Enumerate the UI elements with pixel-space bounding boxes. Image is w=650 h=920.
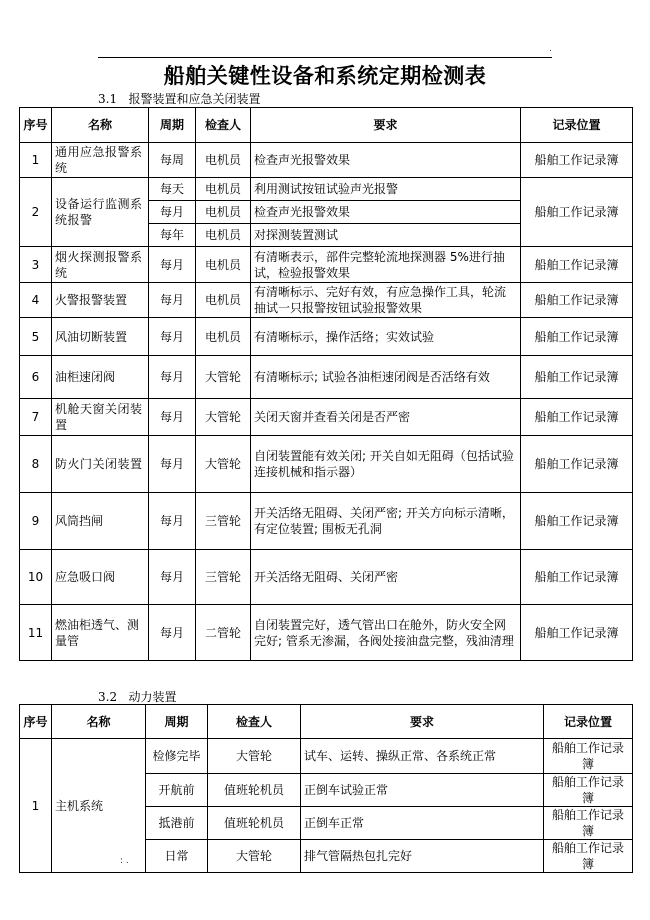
row-period: 每月 bbox=[149, 436, 196, 493]
row-requirement: 试车、运转、操纵正常、各系统正常 bbox=[301, 739, 544, 774]
row-inspector: 电机员 bbox=[196, 178, 251, 201]
row-requirement: 关闭天窗并查看关闭是否严密 bbox=[251, 399, 521, 436]
row-requirement: 检查声光报警效果 bbox=[251, 201, 521, 224]
row-no: 4 bbox=[20, 283, 52, 318]
row-period: 每天 bbox=[149, 178, 196, 201]
row-inspector: 电机员 bbox=[196, 283, 251, 318]
row-no: 1 bbox=[20, 143, 52, 178]
row-requirement: 对探测装置测试 bbox=[251, 224, 521, 247]
section-heading-power: 3.2 动力装置 bbox=[98, 690, 177, 704]
col-header-inspector: 检查人 bbox=[208, 705, 301, 739]
col-header-no: 序号 bbox=[20, 108, 52, 143]
col-header-period: 周期 bbox=[146, 705, 208, 739]
row-name: 机舱天窗关闭装置 bbox=[52, 399, 149, 436]
power-plant-table bbox=[19, 704, 633, 873]
row-inspector: 电机员 bbox=[196, 201, 251, 224]
col-header-no: 序号 bbox=[20, 705, 52, 739]
col-header-period: 周期 bbox=[149, 108, 196, 143]
row-no: 5 bbox=[20, 318, 52, 356]
row-inspector: 大管轮 bbox=[208, 739, 301, 774]
row-requirement: 正倒车试验正常 bbox=[301, 774, 544, 807]
row-inspector: 电机员 bbox=[196, 247, 251, 283]
col-header-name: 名称 bbox=[52, 705, 146, 739]
table-row bbox=[20, 356, 633, 399]
row-no: 2 bbox=[20, 178, 52, 247]
row-no: 6 bbox=[20, 356, 52, 399]
col-header-inspector: 检查人 bbox=[196, 108, 251, 143]
row-name: 火警报警装置 bbox=[52, 283, 149, 318]
row-record: 船舶工作记录簿 bbox=[521, 318, 633, 356]
row-period: 每月 bbox=[149, 318, 196, 356]
row-inspector: 三管轮 bbox=[196, 493, 251, 550]
header-rule bbox=[98, 57, 552, 58]
col-header-record: 记录位置 bbox=[544, 705, 633, 739]
col-header-requirement: 要求 bbox=[251, 108, 521, 143]
row-inspector: 大管轮 bbox=[196, 399, 251, 436]
page-title: 船舶关键性设备和系统定期检测表 bbox=[163, 64, 487, 88]
table-row bbox=[20, 247, 633, 283]
table-row bbox=[20, 283, 633, 318]
row-inspector: 电机员 bbox=[196, 224, 251, 247]
row-record: 船舶工作记录簿 bbox=[521, 399, 633, 436]
table-header-row bbox=[20, 108, 633, 143]
row-inspector: 大管轮 bbox=[196, 356, 251, 399]
alarm-devices-table bbox=[19, 107, 633, 661]
col-header-requirement: 要求 bbox=[301, 705, 544, 739]
row-record: 船舶工作记录簿 bbox=[544, 739, 633, 774]
row-period: 每月 bbox=[149, 247, 196, 283]
row-record: 船舶工作记录簿 bbox=[521, 605, 633, 661]
row-record: 船舶工作记录簿 bbox=[544, 807, 633, 840]
col-header-name: 名称 bbox=[52, 108, 149, 143]
col-header-record: 记录位置 bbox=[521, 108, 633, 143]
row-period: 每月 bbox=[149, 550, 196, 605]
row-name: 燃油柜透气、测量管 bbox=[52, 605, 149, 661]
row-no: 10 bbox=[20, 550, 52, 605]
row-requirement: 排气管隔热包扎完好 bbox=[301, 840, 544, 873]
row-period: 每月 bbox=[149, 605, 196, 661]
row-no: 8 bbox=[20, 436, 52, 493]
row-record: 船舶工作记录簿 bbox=[544, 840, 633, 873]
row-record: 船舶工作记录簿 bbox=[521, 493, 633, 550]
row-requirement: 自闭装置完好，透气管出口在舱外，防火安全网完好; 管系无渗漏，各阀处接油盘完整，残油清理 bbox=[251, 605, 521, 661]
row-period: 每月 bbox=[149, 356, 196, 399]
row-name: 主机系统 bbox=[52, 739, 146, 873]
row-inspector: 值班轮机员 bbox=[208, 774, 301, 807]
row-period: 每月 bbox=[149, 201, 196, 224]
row-inspector: 大管轮 bbox=[196, 436, 251, 493]
row-name: 风油切断装置 bbox=[52, 318, 149, 356]
row-period: 检修完毕 bbox=[146, 739, 208, 774]
row-period: 抵港前 bbox=[146, 807, 208, 840]
row-no: 1 bbox=[20, 739, 52, 873]
row-record: 船舶工作记录簿 bbox=[521, 247, 633, 283]
row-inspector: 二管轮 bbox=[196, 605, 251, 661]
footer-mark: : . bbox=[120, 856, 129, 866]
row-requirement: 有清晰标示，操作活络；实效试验 bbox=[251, 318, 521, 356]
section-heading-alarm: 3.1 报警装置和应急关闭装置 bbox=[98, 92, 261, 106]
row-record: 船舶工作记录簿 bbox=[521, 143, 633, 178]
row-record: 船舶工作记录簿 bbox=[521, 436, 633, 493]
row-period: 每月 bbox=[149, 283, 196, 318]
row-record: 船舶工作记录簿 bbox=[544, 774, 633, 807]
row-record: 船舶工作记录簿 bbox=[521, 356, 633, 399]
table-row bbox=[20, 605, 633, 661]
row-name: 应急吸口阀 bbox=[52, 550, 149, 605]
table-header-row bbox=[20, 705, 633, 739]
row-name: 风筒挡闸 bbox=[52, 493, 149, 550]
row-inspector: 值班轮机员 bbox=[208, 807, 301, 840]
row-requirement: 有清晰标示、完好有效，有应急操作工具，轮流抽试一只报警按钮试验报警效果 bbox=[251, 283, 521, 318]
row-requirement: 开关活络无阻碍、关闭严密 bbox=[251, 550, 521, 605]
row-requirement: 有清晰标示; 试验各油柜速闭阀是否活络有效 bbox=[251, 356, 521, 399]
header-mark: . bbox=[549, 44, 552, 54]
table-row bbox=[20, 143, 633, 178]
row-name: 通用应急报警系统 bbox=[52, 143, 149, 178]
row-requirement: 开关活络无阻碍、关闭严密; 开关方向标示清晰，有定位装置; 围板无孔洞 bbox=[251, 493, 521, 550]
row-inspector: 电机员 bbox=[196, 318, 251, 356]
row-period: 每月 bbox=[149, 493, 196, 550]
row-inspector: 电机员 bbox=[196, 143, 251, 178]
table-row bbox=[20, 436, 633, 493]
row-period: 每年 bbox=[149, 224, 196, 247]
row-record: 船舶工作记录簿 bbox=[521, 178, 633, 247]
row-requirement: 利用测试按钮试验声光报警 bbox=[251, 178, 521, 201]
table-row bbox=[20, 399, 633, 436]
table-row bbox=[20, 739, 633, 774]
row-period: 每月 bbox=[149, 399, 196, 436]
row-requirement: 检查声光报警效果 bbox=[251, 143, 521, 178]
table-row bbox=[20, 318, 633, 356]
row-no: 9 bbox=[20, 493, 52, 550]
row-record: 船舶工作记录簿 bbox=[521, 283, 633, 318]
row-period: 每周 bbox=[149, 143, 196, 178]
row-no: 3 bbox=[20, 247, 52, 283]
table-row bbox=[20, 178, 633, 201]
row-no: 7 bbox=[20, 399, 52, 436]
row-name: 防火门关闭装置 bbox=[52, 436, 149, 493]
row-requirement: 有清晰表示，部件完整轮流地探测器 5%进行抽试，检验报警效果 bbox=[251, 247, 521, 283]
table-row bbox=[20, 493, 633, 550]
row-name: 烟火探测报警系统 bbox=[52, 247, 149, 283]
row-no: 11 bbox=[20, 605, 52, 661]
row-record: 船舶工作记录簿 bbox=[521, 550, 633, 605]
row-name: 设备运行监测系统报警 bbox=[52, 178, 149, 247]
row-inspector: 大管轮 bbox=[208, 840, 301, 873]
row-requirement: 自闭装置能有效关闭; 开关自如无阻碍（包括试验连接机械和指示器） bbox=[251, 436, 521, 493]
row-period: 开航前 bbox=[146, 774, 208, 807]
row-inspector: 三管轮 bbox=[196, 550, 251, 605]
row-name: 油柜速闭阀 bbox=[52, 356, 149, 399]
row-requirement: 正倒车正常 bbox=[301, 807, 544, 840]
row-period: 日常 bbox=[146, 840, 208, 873]
table-row bbox=[20, 550, 633, 605]
